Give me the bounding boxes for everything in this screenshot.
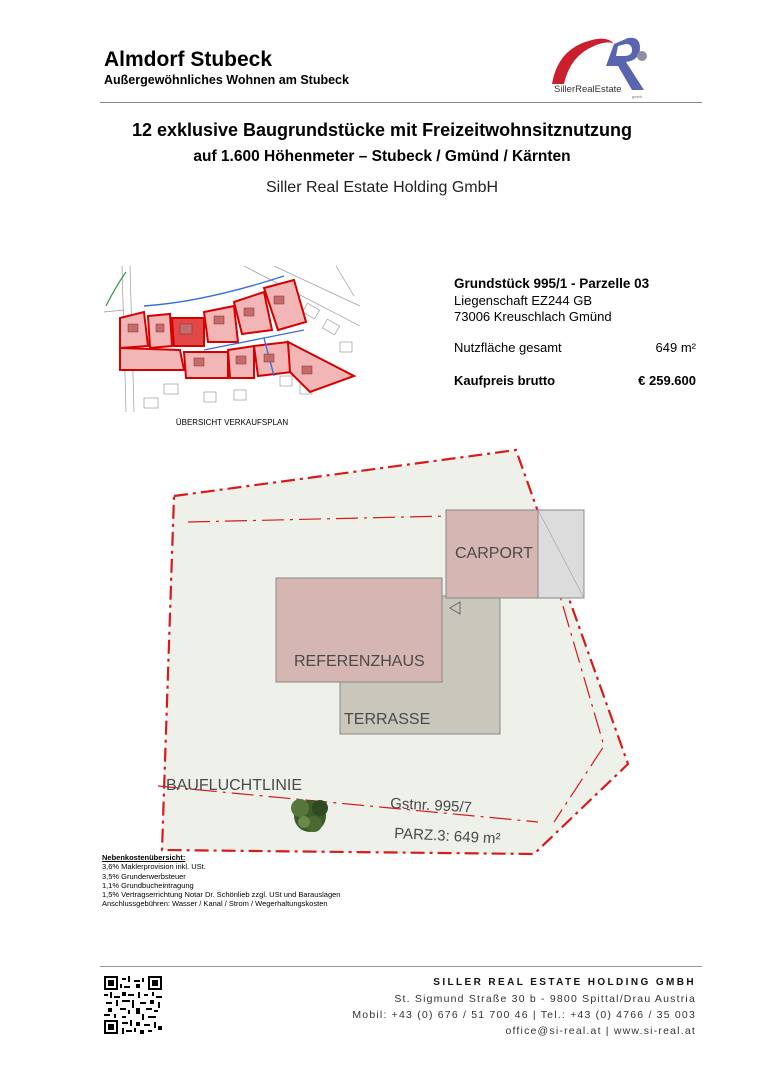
logo-tagline: gmbh: [632, 94, 643, 99]
building-line-label: BAUFLUCHTLINIE: [166, 777, 303, 794]
area-label: Nutzfläche gesamt: [454, 340, 562, 355]
plot-title: Grundstück 995/1 - Parzelle 03: [454, 276, 650, 291]
parcel-area-label: PARZ.3: 649 m²: [393, 825, 501, 848]
carport-label: CARPORT: [455, 545, 533, 562]
costs-heading: Nebenkostenübersicht:: [102, 853, 186, 862]
brand-title: Almdorf Stubeck: [104, 48, 273, 71]
area-value: 649 m²: [655, 340, 696, 355]
additional-costs: [102, 853, 340, 909]
footer-divider: [100, 966, 702, 967]
terrace-label: TERRASSE: [344, 711, 431, 728]
overview-caption: ÜBERSICHT VERKAUFSPLAN: [175, 418, 289, 427]
footer-contact-links[interactable]: office@si-real.at | www.si-real.at: [505, 1025, 696, 1037]
price-value: € 259.600: [638, 373, 696, 388]
logo-wordmark: SillerRealEstate: [554, 84, 622, 95]
cost-item: 3,5% Grunderwerbsteuer: [102, 871, 186, 881]
footer-phone: Mobil: +43 (0) 676 / 51 700 46 | Tel.: +43 (0) 4766 / 35 003: [352, 1009, 696, 1021]
cost-item: Anschlussgebühren: Wasser / Kanal / Strom / Wegerhaltungskosten: [102, 899, 328, 909]
brand-subtitle: Außergewöhnliches Wohnen am Stubeck: [104, 73, 349, 87]
parcel-number-label: Gstnr. 995/7: [389, 795, 473, 817]
house-label: REFERENZHAUS: [294, 653, 425, 670]
cost-item: 1,1% Grundbucheintragung: [102, 880, 194, 890]
overview-sales-map: [104, 266, 360, 412]
price-label: Kaufpreis brutto: [454, 373, 556, 388]
footer-company: SILLER REAL ESTATE HOLDING GMBH: [433, 977, 696, 988]
page-subheadline: auf 1.600 Höhenmeter – Stubeck / Gmünd / Kärnten: [193, 148, 571, 165]
cost-item: 1,5% Vertragserrichtung Notar Dr. Schönlieb zzgl. USt und Barauslagen: [102, 890, 341, 900]
page-headline: 12 exklusive Baugrundstücke mit Freizeitwohnsitznutzung: [131, 120, 633, 140]
plot-address: 73006 Kreuschlach Gmünd: [454, 309, 612, 324]
company-name: Siller Real Estate Holding GmbH: [265, 179, 499, 196]
company-logo: [548, 26, 658, 100]
plot-registry: Liegenschaft EZ244 GB: [454, 293, 593, 308]
footer-address: St. Sigmund Straße 30 b - 9800 Spittal/Drau Austria: [394, 993, 696, 1005]
header-divider: [100, 102, 702, 103]
site-plan: [158, 446, 640, 866]
qr-code[interactable]: [104, 976, 162, 1034]
cost-item: 3,6% Maklerprovision inkl. USt.: [102, 862, 206, 872]
